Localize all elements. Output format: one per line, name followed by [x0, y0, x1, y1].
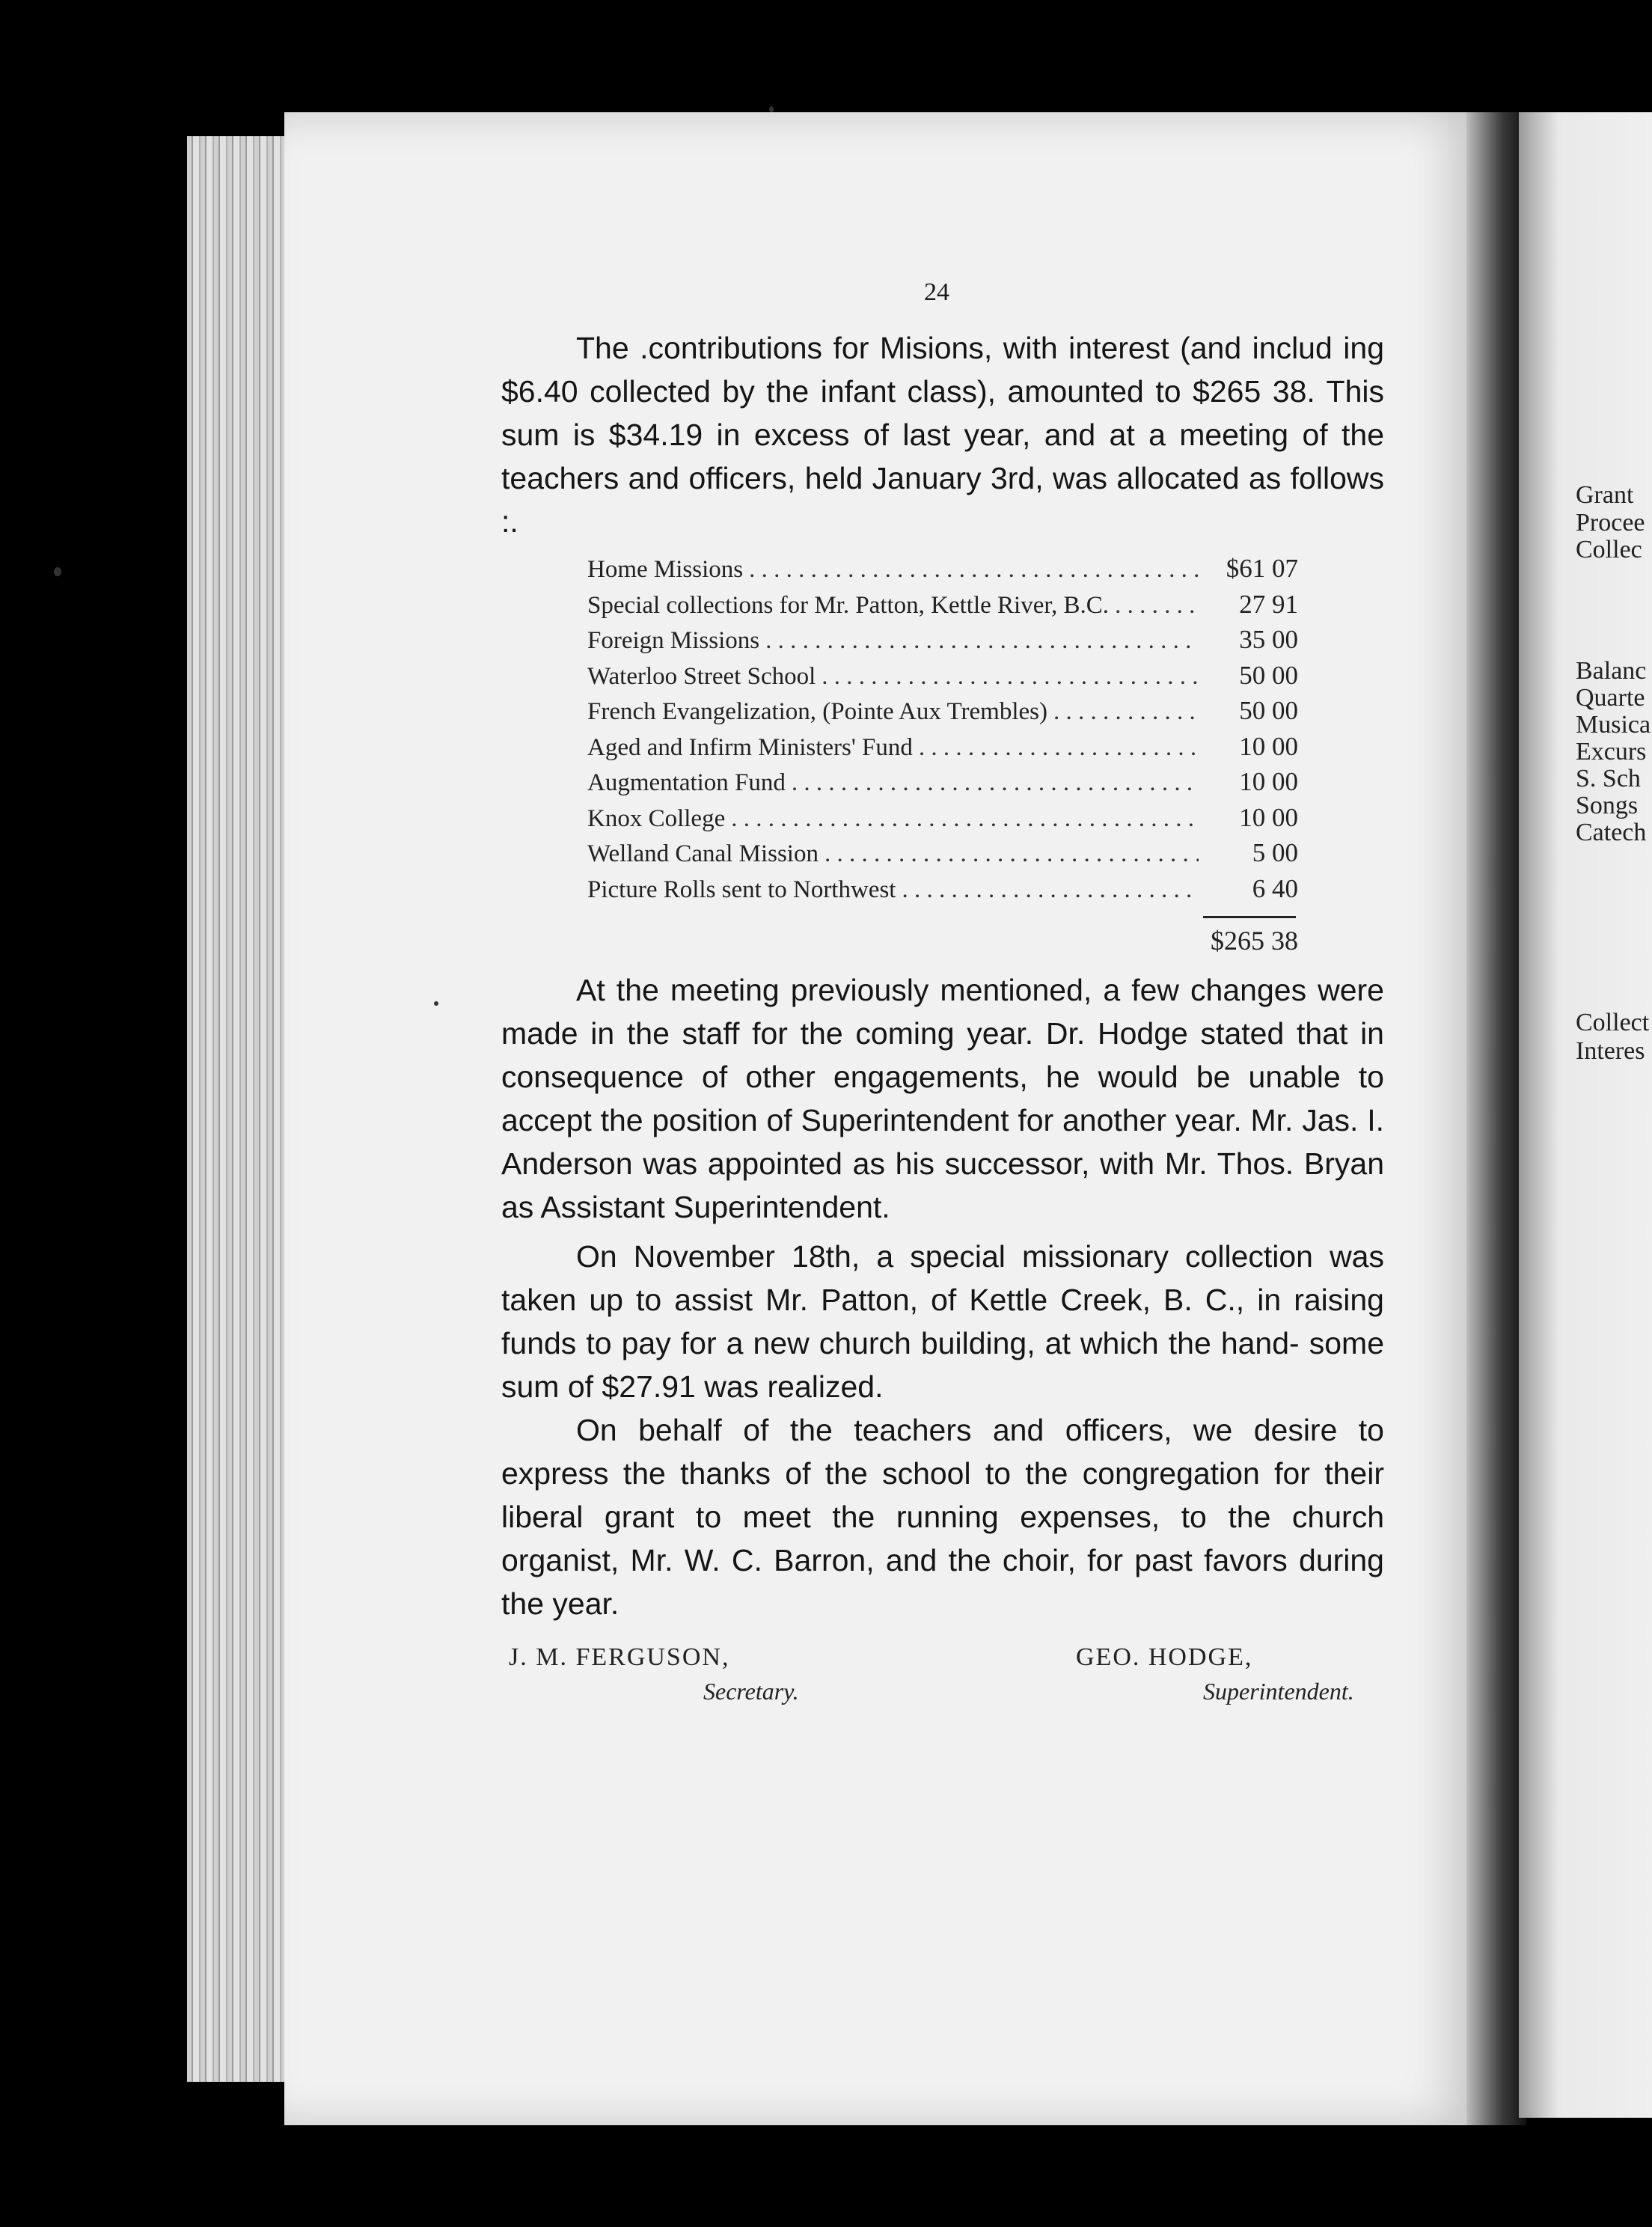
facing-page-fragment: Quarte [1576, 684, 1645, 712]
table-row [587, 625, 1298, 661]
table-row [587, 696, 1298, 732]
allocation-label: Special collections for Mr. Patton, Kettle River, B.C. [587, 591, 1110, 619]
thanks-paragraph: On behalf of the teachers and officers, we desire to express the thanks of the school to the congregation for their liberal grant to meet the running expenses, to the church organist, Mr. W. C. Barron, and the choir, for past favors during the year. [501, 1413, 1384, 1621]
allocation-amount: 10 00 [1239, 731, 1298, 761]
facing-page-fragment: Grant [1576, 481, 1634, 509]
table-row [587, 732, 1298, 768]
allocation-amount: 10 00 [1239, 767, 1298, 796]
allocation-label: Picture Rolls sent to Northwest [587, 876, 896, 903]
total-rule [1203, 916, 1296, 918]
allocation-table [587, 554, 1298, 909]
leader-dots [792, 769, 1199, 797]
allocation-label: French Evangelization, (Pointe Aux Trembles) [587, 698, 1047, 725]
leader-dots [825, 840, 1199, 868]
allocation-label: Waterloo Street School [587, 662, 816, 690]
table-row [587, 838, 1298, 874]
facing-page-fragment: Collec [1576, 536, 1642, 563]
allocation-amount: $61 07 [1226, 554, 1298, 583]
page-number: 24 [924, 278, 949, 306]
allocation-label: Welland Canal Mission [587, 840, 819, 867]
allocation-amount: 27 91 [1239, 589, 1298, 619]
allocation-total: $265 38 [1211, 926, 1298, 956]
allocation-label: Foreign Missions [587, 627, 760, 654]
table-row [587, 661, 1298, 697]
page-edges [187, 136, 292, 2082]
leader-dots [1053, 698, 1199, 726]
table-row [587, 554, 1298, 590]
secretary-title: Secretary. [703, 1678, 799, 1705]
table-row [587, 874, 1298, 910]
table-row [587, 590, 1298, 626]
allocation-amount: 5 00 [1252, 838, 1298, 867]
dust-speck [54, 567, 61, 576]
facing-page-fragment: Excurs [1576, 738, 1647, 766]
allocation-amount: 50 00 [1239, 696, 1298, 725]
dust-speck [769, 106, 774, 112]
allocation-label: Home Missions [587, 556, 744, 583]
allocation-amount: 35 00 [1239, 625, 1298, 654]
table-row [587, 803, 1298, 839]
allocation-label: Augmentation Fund [587, 769, 786, 796]
allocation-amount: 50 00 [1239, 660, 1298, 690]
allocation-amount: 6 40 [1252, 873, 1298, 903]
leader-dots [822, 663, 1199, 691]
facing-page-fragment: Musica [1576, 711, 1651, 739]
leader-dots [919, 734, 1199, 762]
leader-dots [765, 627, 1199, 655]
allocation-label: Knox College [587, 804, 726, 832]
facing-page-fragment: S. Sch [1576, 765, 1641, 792]
meeting-paragraph: At the meeting previously mentioned, a few changes were made in the staff for the coming year. Dr. Hodge stated that in consequence of other engagements, he would be unable to accept the position of Superintendent for another year. Mr. Jas. I. Anderson was appointed as his successor, with Mr. Thos. Bryan as Assistant Superintendent. [501, 973, 1384, 1224]
november-paragraph: On November 18th, a special missionary collection was taken up to assist Mr. Patton, of Kettle Creek, B. C., in raising funds to pay for a new church building, at which the hand- some sum of $27.91 was realized. [501, 1239, 1384, 1404]
facing-page-fragment: Collect [1576, 1009, 1650, 1036]
superintendent-title: Superintendent. [1203, 1678, 1354, 1705]
table-row [587, 767, 1298, 803]
book-gutter [1466, 112, 1526, 2125]
facing-page-fragment: Balanc [1576, 657, 1647, 685]
allocation-label: Aged and Infirm Ministers' Fund [587, 733, 913, 761]
superintendent-name: GEO. HODGE, [1076, 1643, 1253, 1671]
allocation-amount: 10 00 [1239, 802, 1298, 832]
facing-page-fragment: Procee [1576, 509, 1645, 537]
leader-dots [749, 556, 1199, 584]
facing-page [1519, 112, 1652, 2118]
facing-page-fragment: Songs [1576, 792, 1639, 819]
leader-dots [1115, 592, 1199, 620]
facing-page-fragment: Interes [1576, 1037, 1645, 1065]
intro-paragraph: The .contributions for Misions, with interest (and includ ing $6.40 collected by the infant class), amounted to $265 38. This sum is $34.19 in excess of last year, and at a meeting of the teachers and officers, held January 3rd, was allocated as follows :. [501, 331, 1384, 539]
dust-speck [434, 1001, 438, 1006]
facing-page-fragment: Catech [1576, 819, 1647, 846]
leader-dots [731, 805, 1199, 833]
secretary-name: J. M. FERGUSON, [509, 1643, 730, 1671]
leader-dots [902, 876, 1199, 904]
